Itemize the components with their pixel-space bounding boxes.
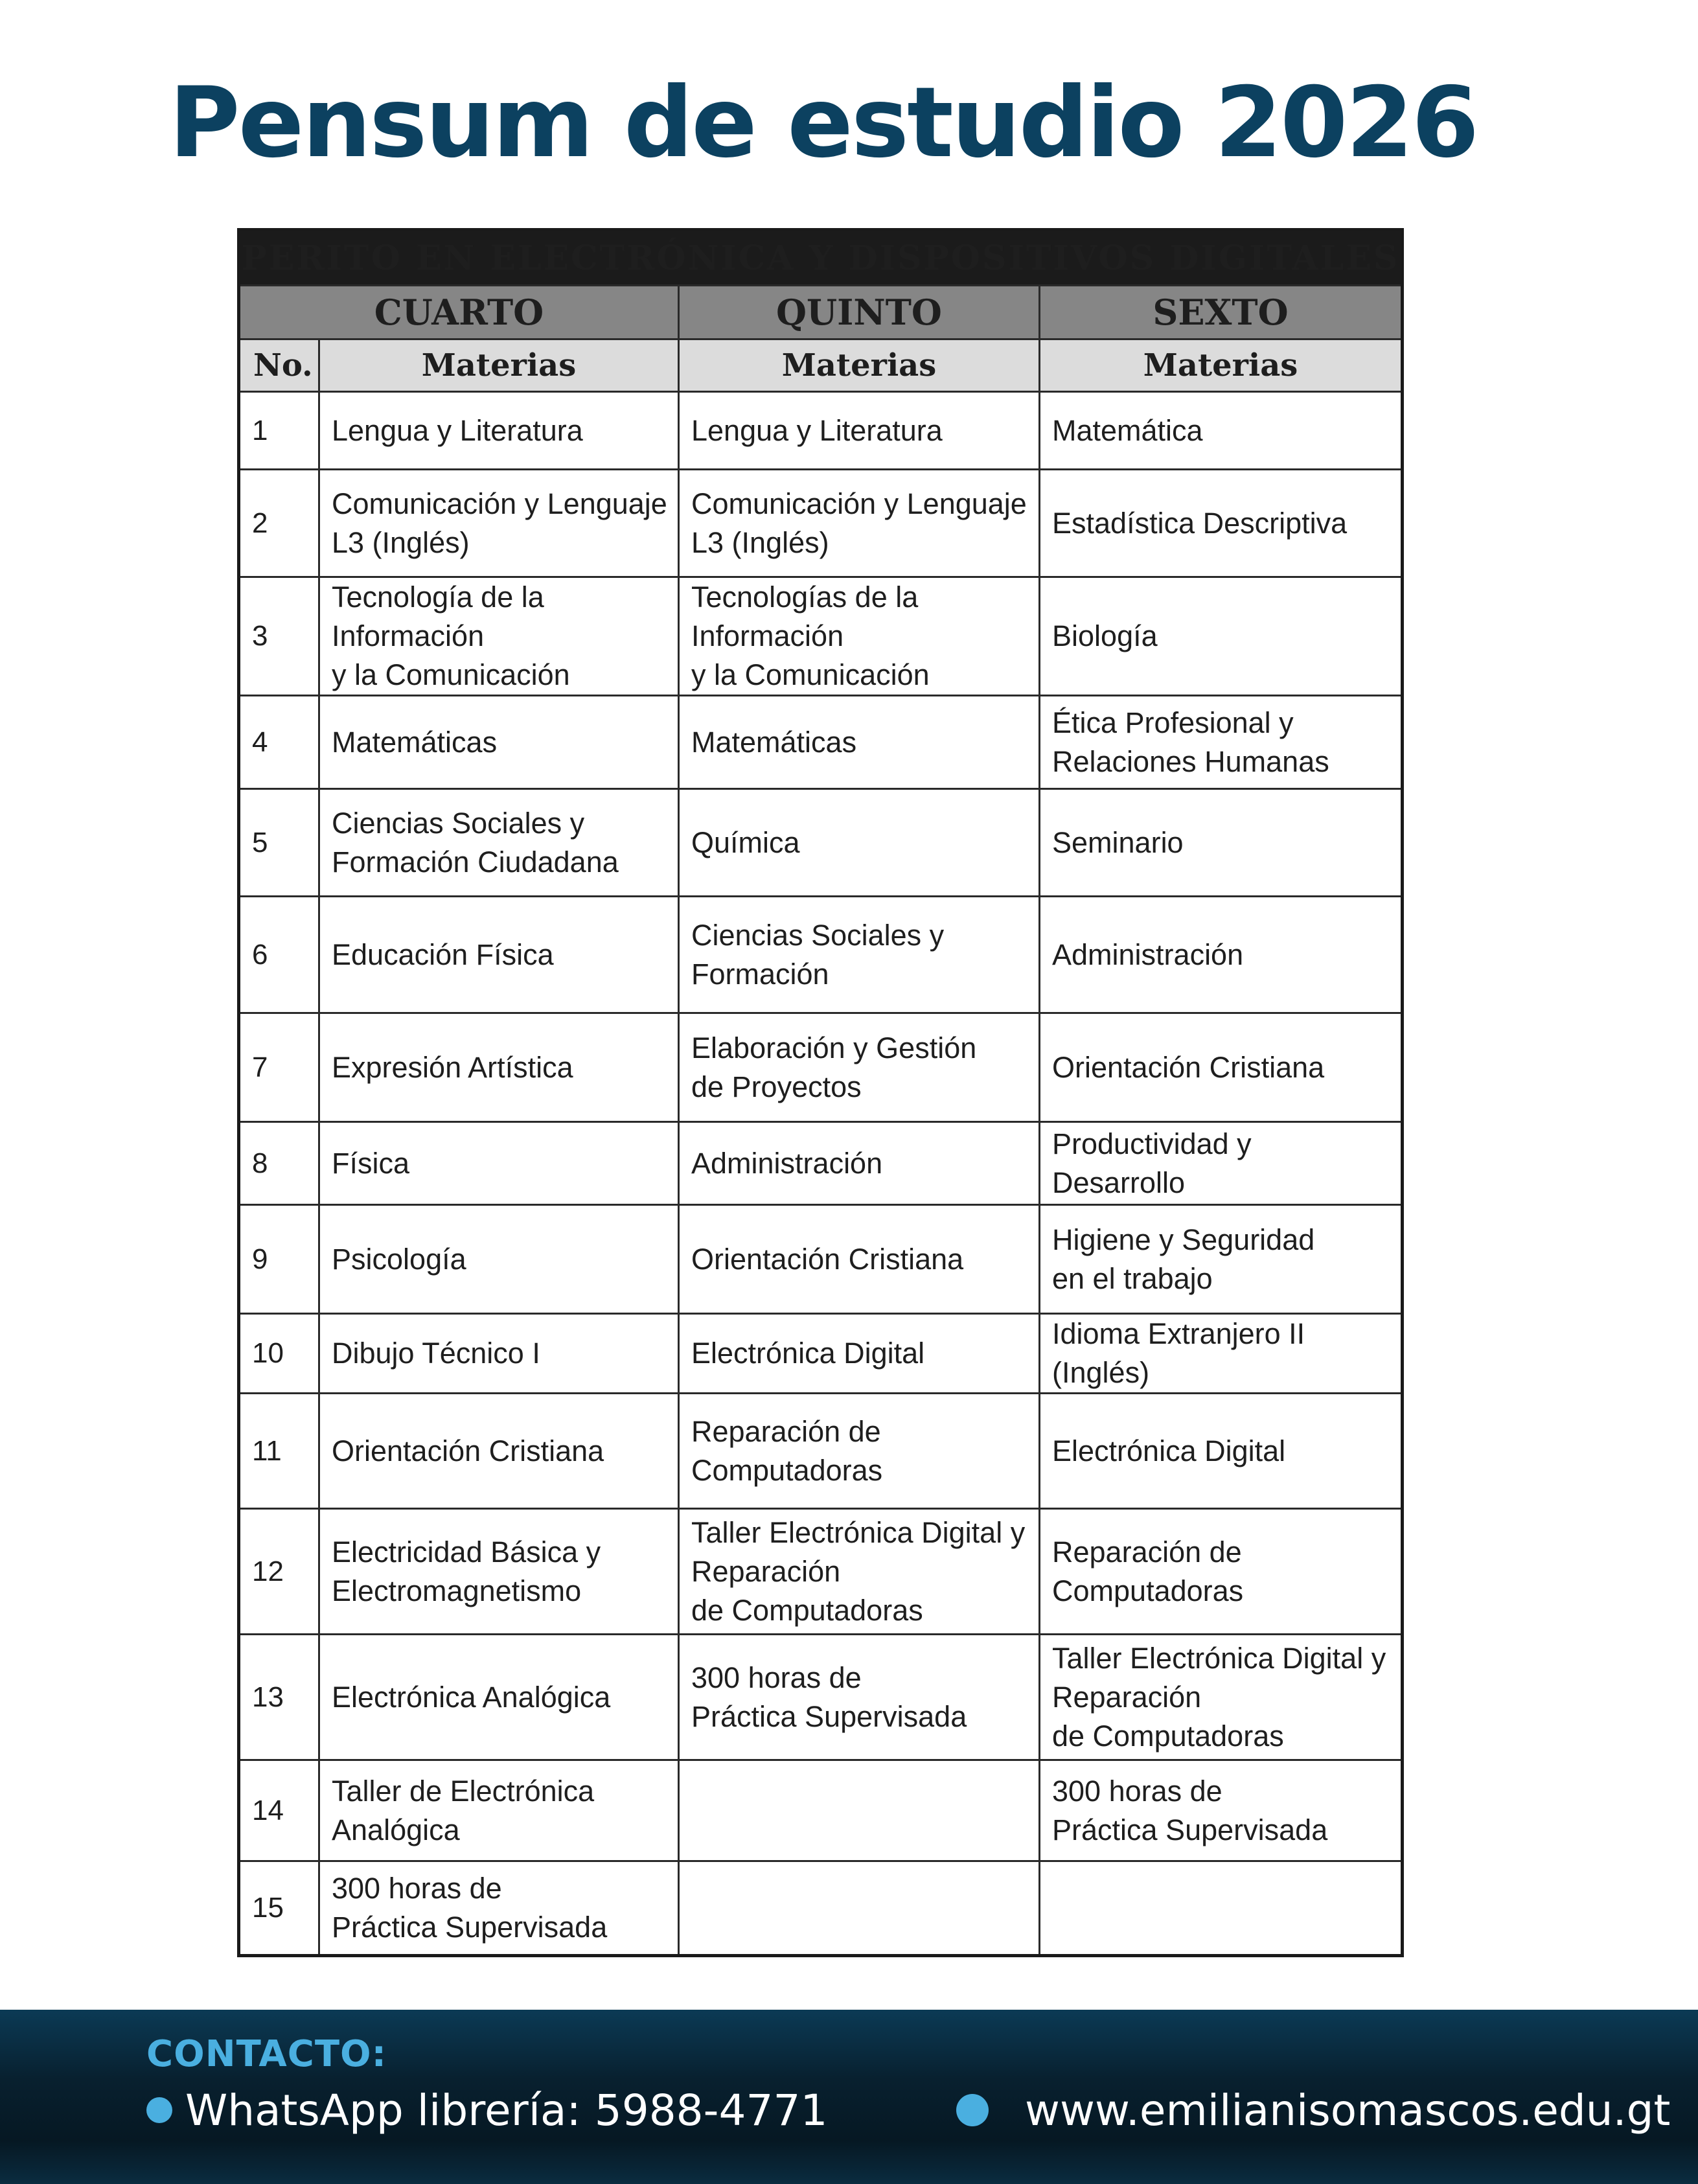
- subject-sexto: Electrónica Digital: [1040, 1394, 1403, 1509]
- subject-quinto: Taller Electrónica Digital y Reparación de Computadoras: [679, 1509, 1040, 1635]
- row-number: 2: [239, 470, 319, 577]
- row-number: 9: [239, 1205, 319, 1314]
- subject-sexto: Reparación de Computadoras: [1040, 1509, 1403, 1635]
- table-row: [239, 897, 1403, 1013]
- subject-cuarto: Dibujo Técnico I: [319, 1314, 679, 1394]
- grade-header-cuarto: CUARTO: [239, 286, 679, 339]
- row-number: 6: [239, 897, 319, 1013]
- subject-cuarto: Lengua y Literatura: [319, 392, 679, 470]
- column-header-materias-sexto: Materias: [1040, 339, 1403, 392]
- subject-quinto: [679, 1760, 1040, 1861]
- subject-cuarto: 300 horas de Práctica Supervisada: [319, 1861, 679, 1956]
- table-row: [239, 1509, 1403, 1635]
- pensum-table: [237, 228, 1404, 1957]
- pensum-table-wrapper: [237, 228, 1401, 1957]
- row-number: 15: [239, 1861, 319, 1956]
- table-row: [239, 1861, 1403, 1956]
- subject-sexto: Taller Electrónica Digital y Reparación de Computadoras: [1040, 1635, 1403, 1760]
- row-number: 4: [239, 696, 319, 789]
- table-row: [239, 392, 1403, 470]
- column-header-row: [239, 339, 1403, 392]
- subject-sexto: Ética Profesional y Relaciones Humanas: [1040, 696, 1403, 789]
- contact-footer: [0, 2010, 1698, 2184]
- pensum-table-body: [239, 392, 1403, 1956]
- subject-cuarto: Psicología: [319, 1205, 679, 1314]
- row-number: 3: [239, 577, 319, 696]
- row-number: 14: [239, 1760, 319, 1861]
- subject-quinto: Ciencias Sociales y Formación: [679, 897, 1040, 1013]
- subject-sexto: Biología: [1040, 577, 1403, 696]
- subject-cuarto: Matemáticas: [319, 696, 679, 789]
- subject-sexto: Seminario: [1040, 789, 1403, 897]
- column-header-no: No.: [239, 339, 319, 392]
- program-title: PERITO EN ELECTRÓNICA Y DISPOSITIVOS DIGITALES: [239, 230, 1403, 286]
- page-title: Pensum de estudio 2026: [168, 67, 1478, 179]
- row-number: 7: [239, 1013, 319, 1122]
- subject-sexto: Estadística Descriptiva: [1040, 470, 1403, 577]
- subject-cuarto: Electricidad Básica y Electromagnetismo: [319, 1509, 679, 1635]
- subject-sexto: Productividad y Desarrollo: [1040, 1122, 1403, 1205]
- subject-quinto: 300 horas de Práctica Supervisada: [679, 1635, 1040, 1760]
- subject-sexto: Orientación Cristiana: [1040, 1013, 1403, 1122]
- subject-quinto: [679, 1861, 1040, 1956]
- table-row: [239, 696, 1403, 789]
- subject-quinto: Comunicación y Lenguaje L3 (Inglés): [679, 470, 1040, 577]
- bullet-dot-icon: [146, 2097, 172, 2123]
- table-row: [239, 577, 1403, 696]
- subject-quinto: Matemáticas: [679, 696, 1040, 789]
- subject-sexto: Matemática: [1040, 392, 1403, 470]
- subject-quinto: Elaboración y Gestión de Proyectos: [679, 1013, 1040, 1122]
- bullet-dot-icon: [956, 2094, 989, 2126]
- program-header-row: [239, 230, 1403, 286]
- subject-quinto: Lengua y Literatura: [679, 392, 1040, 470]
- row-number: 11: [239, 1394, 319, 1509]
- row-number: 1: [239, 392, 319, 470]
- subject-quinto: Orientación Cristiana: [679, 1205, 1040, 1314]
- subject-cuarto: Taller de Electrónica Analógica: [319, 1760, 679, 1861]
- table-row: [239, 1635, 1403, 1760]
- subject-cuarto: Física: [319, 1122, 679, 1205]
- subject-quinto: Tecnologías de la Información y la Comunicación: [679, 577, 1040, 696]
- row-number: 8: [239, 1122, 319, 1205]
- subject-quinto: Reparación de Computadoras: [679, 1394, 1040, 1509]
- subject-cuarto: Orientación Cristiana: [319, 1394, 679, 1509]
- row-number: 5: [239, 789, 319, 897]
- subject-sexto: Higiene y Seguridad en el trabajo: [1040, 1205, 1403, 1314]
- subject-cuarto: Expresión Artística: [319, 1013, 679, 1122]
- website-contact[interactable]: [956, 2081, 1670, 2139]
- table-row: [239, 1013, 1403, 1122]
- grade-header-row: [239, 286, 1403, 339]
- contact-label: CONTACTO:: [146, 2033, 387, 2075]
- subject-sexto: Administración: [1040, 897, 1403, 1013]
- subject-cuarto: Tecnología de la Información y la Comunicación: [319, 577, 679, 696]
- subject-sexto: [1040, 1861, 1403, 1956]
- table-row: [239, 1314, 1403, 1394]
- subject-sexto: 300 horas de Práctica Supervisada: [1040, 1760, 1403, 1861]
- subject-cuarto: Comunicación y Lenguaje L3 (Inglés): [319, 470, 679, 577]
- row-number: 12: [239, 1509, 319, 1635]
- subject-quinto: Química: [679, 789, 1040, 897]
- row-number: 13: [239, 1635, 319, 1760]
- subject-quinto: Electrónica Digital: [679, 1314, 1040, 1394]
- table-row: [239, 470, 1403, 577]
- table-row: [239, 1122, 1403, 1205]
- row-number: 10: [239, 1314, 319, 1394]
- whatsapp-contact: [146, 2081, 827, 2139]
- table-row: [239, 789, 1403, 897]
- table-row: [239, 1394, 1403, 1509]
- column-header-materias-cuarto: Materias: [319, 339, 679, 392]
- subject-sexto: Idioma Extranjero II (Inglés): [1040, 1314, 1403, 1394]
- subject-cuarto: Educación Física: [319, 897, 679, 1013]
- column-header-materias-quinto: Materias: [679, 339, 1040, 392]
- table-row: [239, 1760, 1403, 1861]
- subject-quinto: Administración: [679, 1122, 1040, 1205]
- table-row: [239, 1205, 1403, 1314]
- grade-header-sexto: SEXTO: [1040, 286, 1403, 339]
- subject-cuarto: Electrónica Analógica: [319, 1635, 679, 1760]
- subject-cuarto: Ciencias Sociales y Formación Ciudadana: [319, 789, 679, 897]
- whatsapp-text: WhatsApp librería: 5988-4771: [185, 2085, 828, 2135]
- website-link[interactable]: www.emilianisomascos.edu.gt: [1025, 2085, 1671, 2135]
- grade-header-quinto: QUINTO: [679, 286, 1040, 339]
